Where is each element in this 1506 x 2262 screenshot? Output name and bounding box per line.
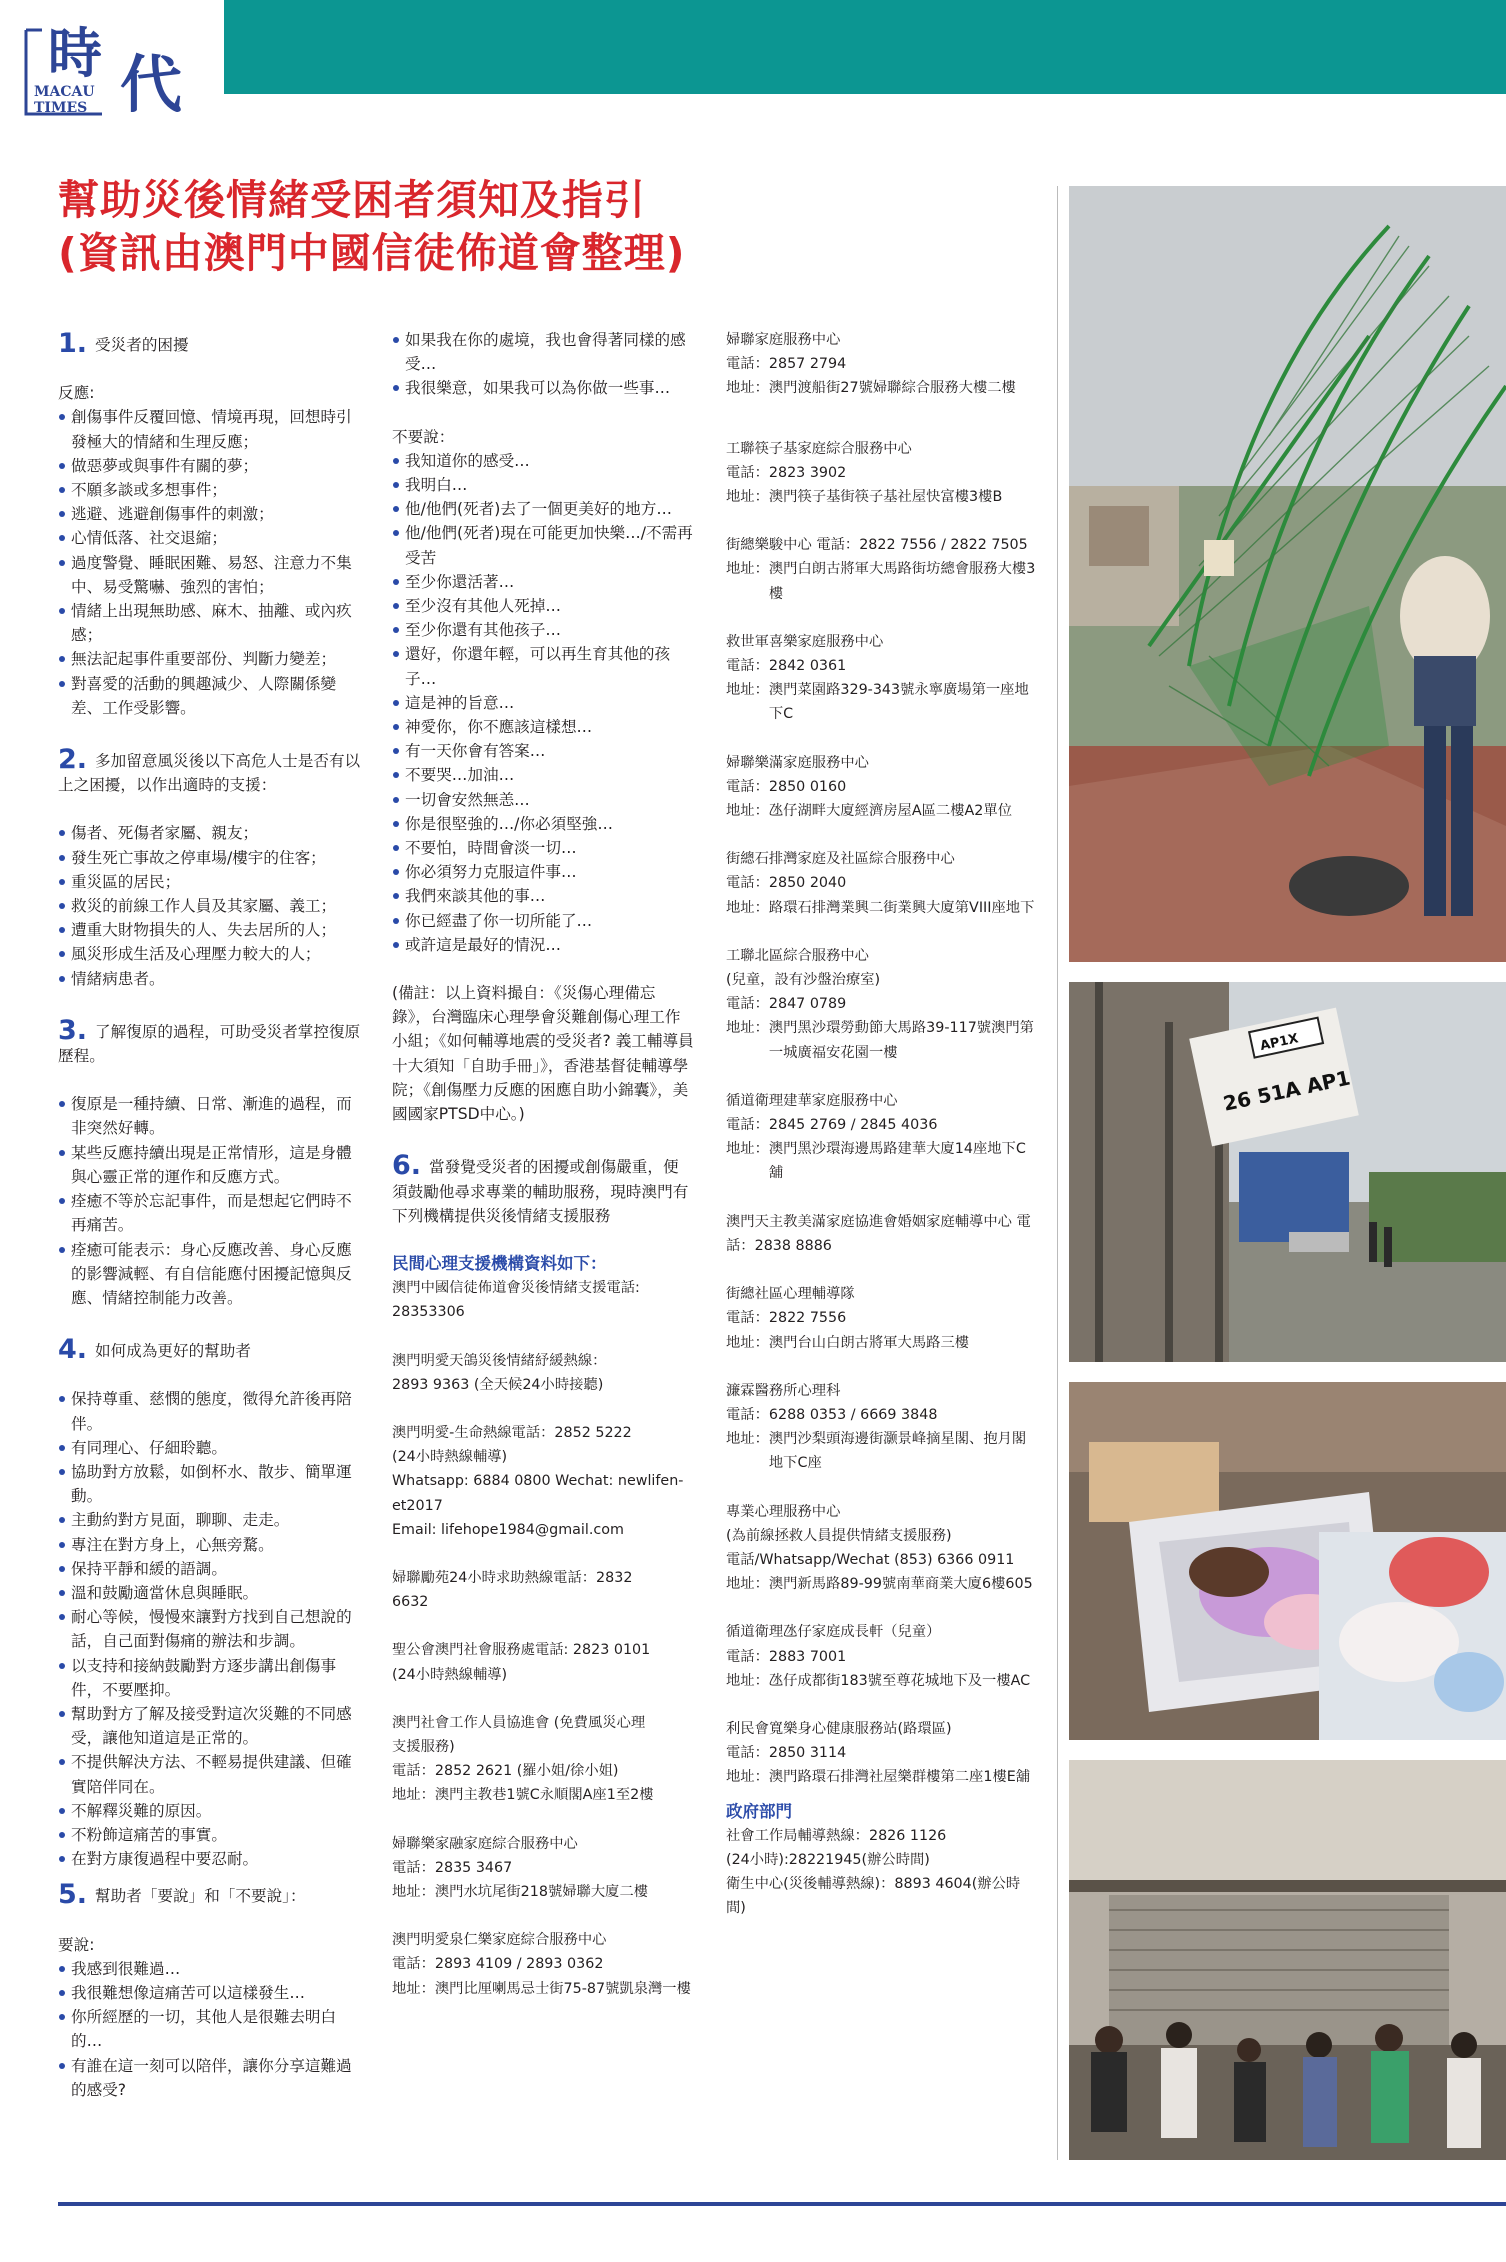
list-item: 有同理心、仔細聆聽。 xyxy=(58,1436,362,1460)
list-item: 你是很堅強的…/你必須堅強… xyxy=(392,812,694,836)
list-item: 痊癒可能表示：身心反應改善、身心反應的影響減輕、有自信能應付困擾記憶與反應、情緒控制能力改善。 xyxy=(58,1238,362,1311)
list-item: 協助對方放鬆，如倒杯水、散步、簡單運動。 xyxy=(58,1460,362,1508)
column-divider xyxy=(1057,186,1058,2160)
org-entry: 聖公會澳門社會服務處電話: 2823 0101 (24小時熱線輔導) xyxy=(392,1642,651,1683)
list-item: 你必須努力克服這件事… xyxy=(392,860,694,884)
section-6-heading: 6. 當發覺受災者的困擾或創傷嚴重，便須鼓勵他尋求專業的輔助服務，現時澳門有下列機構提供災後情緒支援服務 xyxy=(392,1150,689,1225)
org-entry: 街總石排灣家庭及社區綜合服務中心 電話： 2850 2040 地址： 路環石排灣業興二街業興大廈第VIII座地下 xyxy=(726,851,1035,916)
list-item: 神愛你，你不應該這樣想… xyxy=(392,715,694,739)
gov-line: (24小時):28221945(辦公時間) xyxy=(726,1851,930,1868)
logo-english-1: MACAU xyxy=(34,84,95,100)
org-entry: 工聯北區綜合服務中心 (兒童，設有沙盤治療室) 電話： 2847 0789 地址： 澳門黑沙環勞動節大馬路39-117號澳門第一城廣福安花園一樓 xyxy=(726,947,1034,1061)
org-entry: 婦聯樂滿家庭服務中心 電話： 2850 0160 地址： 氹仔湖畔大廈經濟房屋A區二樓A2單位 xyxy=(726,754,1012,820)
org-entry: 澳門社會工作人員協進會 (免費風災心理 支援服務) 電話： 2852 2621 (羅小姐/徐小姐) 地址： 澳門主教巷1號C永順閣A座1至2樓 xyxy=(392,1714,654,1804)
list-item: 不解釋災難的原因。 xyxy=(58,1799,362,1823)
list-item: 風災形成生活及心理壓力較大的人； xyxy=(58,942,362,966)
org-entry: 濂霖醫務所心理科 電話： 6288 0353 / 6669 3848 地址： 澳門沙梨頭海邊街灏景峰摘星閣、抱月閣地下C座 xyxy=(726,1382,1027,1472)
list-item: 傷者、死傷者家屬、親友； xyxy=(58,821,362,845)
gov-line: 社會工作局輔導熱線：2826 1126 xyxy=(726,1827,947,1844)
government-heading: 政府部門 xyxy=(726,1801,792,1821)
org-entry: 循道衛理氹仔家庭成長軒（兒童） 電話： 2883 7001 地址： 氹仔成都街183號至尊花城地下及一樓AC xyxy=(726,1624,1031,1689)
column-3 xyxy=(726,328,1036,1921)
list-item: 救災的前線工作人員及其家屬、義工； xyxy=(58,894,362,918)
title-line-2: (資訊由澳門中國信徒佈道會整理) xyxy=(58,229,686,277)
org-entry: 澳門天主教美滿家庭協進會婚姻家庭輔導中心 電話：2838 8886 xyxy=(726,1213,1031,1254)
bus-sign-text: AP1X xyxy=(1258,1031,1300,1055)
macau-times-logo xyxy=(22,10,212,122)
list-item: 做惡夢或與事件有關的夢； xyxy=(58,454,362,478)
title-line-1: 幫助災後情緒受困者須知及指引 xyxy=(58,176,646,224)
section-1-heading: 1. 受災者的困擾 xyxy=(58,328,189,359)
list-item: 心情低落、社交退縮； xyxy=(58,526,362,550)
section-4-list xyxy=(58,1387,362,1871)
org-entry: 澳門明愛天鴿災後情緒紓緩熱線： 2893 9363 (全天候24小時接聽) xyxy=(392,1352,607,1393)
section-1-list xyxy=(58,405,362,720)
org-entry: 婦聯家庭服務中心 電話： 2857 2794 地址： 澳門渡船街27號婦聯綜合服務大樓二樓 xyxy=(726,332,1016,397)
list-item: 對喜愛的活動的興趣減少、人際關係變差、工作受影響。 xyxy=(58,672,362,720)
list-item: 痊癒不等於忘記事件，而是想起它們時不再痛苦。 xyxy=(58,1189,362,1237)
list-item: 至少你還有其他孩子… xyxy=(392,618,694,642)
list-item: 發生死亡事故之停車場/樓宇的住客； xyxy=(58,846,362,870)
list-item: 不粉飾這痛苦的事實。 xyxy=(58,1823,362,1847)
org-entry: 澳門明愛-生命熱線電話：2852 5222 (24小時熱線輔導) Whatsapp: 6884 0800 Wechat: newlifen- et2017 Email: lifehope1984@gmail.com xyxy=(392,1424,684,1538)
list-item: 情緒病患者。 xyxy=(58,967,362,991)
column-1 xyxy=(58,328,362,2102)
list-item: 他/他們(死者)去了一個更美好的地方… xyxy=(392,497,694,521)
dont-say-list xyxy=(392,449,694,957)
list-item: 不要哭…加油… xyxy=(392,763,694,787)
say-list-continued xyxy=(392,328,694,401)
list-item: 復原是一種持續、日常、漸進的過程，而非突然好轉。 xyxy=(58,1092,362,1140)
list-item: 幫助對方了解及接受對這次災難的不同感受，讓他知道這是正常的。 xyxy=(58,1702,362,1750)
bottom-rule xyxy=(58,2202,1506,2206)
say-label: 要說: xyxy=(58,1935,95,1954)
logo-english-2: TIMES xyxy=(34,100,88,116)
list-item: 如果我在你的處境，我也會得著同樣的感受… xyxy=(392,328,694,376)
list-item: 逃避、逃避創傷事件的刺激； xyxy=(58,502,362,526)
masthead-banner xyxy=(224,0,1506,94)
list-item: 一切會安然無恙… xyxy=(392,788,694,812)
section-1-label: 反應: xyxy=(58,384,95,403)
section-3-heading: 3. 了解復原的過程，可助受災者掌控復原歷程。 xyxy=(58,1014,361,1066)
list-item: 某些反應持續出現是正常情形，這是身體與心靈正常的運作和反應方式。 xyxy=(58,1141,362,1189)
list-item: 有一天你會有答案… xyxy=(392,739,694,763)
list-item: 有誰在這一刻可以陪伴，讓你分享這難過的感受? xyxy=(58,2054,362,2102)
list-item: 他/他們(死者)現在可能更加快樂…/不需再受苦 xyxy=(392,521,694,569)
column-2 xyxy=(392,328,694,2001)
org-entry: 街總樂駿中心 電話：2822 7556 / 2822 7505 地址： 澳門白朗古將軍大馬路街坊總會服務大樓3樓 xyxy=(726,537,1036,602)
list-item: 保持尊重、慈憫的態度，徵得允許後再陪伴。 xyxy=(58,1387,362,1435)
logo-char-1: 時 xyxy=(48,21,102,85)
section-2-list xyxy=(58,821,362,990)
org-entry: 救世軍喜樂家庭服務中心 電話： 2842 0361 地址： 澳門菜園路329-343號永寧廣場第一座地下C xyxy=(726,633,1029,723)
list-item: 專注在對方身上，心無旁騖。 xyxy=(58,1533,362,1557)
org-entry: 專業心理服務中心 (為前線拯救人員提供情緒支援服務) 電話/Whatsapp/Wechat (853) 6366 0911 地址： 澳門新馬路89-99號南華商業大廈6樓605 xyxy=(726,1503,1033,1593)
list-item: 過度警覺、睡眠困難、易怒、注意力不集中、易受驚嚇、強烈的害怕； xyxy=(58,551,362,599)
list-item: 我很樂意，如果我可以為你做一些事… xyxy=(392,376,694,400)
list-item: 我知道你的感受… xyxy=(392,449,694,473)
org-entry: 澳門明愛泉仁樂家庭綜合服務中心 電話： 2893 4109 / 2893 0362 地址： 澳門比厘喇馬忌士街75-87號凱泉灣一樓 xyxy=(392,1932,691,1997)
list-item: 這是神的旨意… xyxy=(392,691,694,715)
list-item: 我明白… xyxy=(392,473,694,497)
list-item: 你所經歷的一切，其他人是很難去明白的… xyxy=(58,2005,362,2053)
list-item: 至少你還活著… xyxy=(392,570,694,594)
section-5-heading: 5. 幫助者「要說」和「不要說」： xyxy=(58,1879,306,1911)
dont-say-label: 不要說： xyxy=(392,427,455,446)
article-title xyxy=(58,174,1048,280)
list-item: 你已經盡了你一切所能了… xyxy=(392,909,694,933)
gov-line: 衛生中心(災後輔導熱線)：8893 4604(辦公時間) xyxy=(726,1876,1021,1917)
list-item: 情緒上出現無助感、麻木、抽離、或內疚感； xyxy=(58,599,362,647)
list-item: 至少沒有其他人死掉… xyxy=(392,594,694,618)
list-item: 耐心等候，慢慢來讓對方找到自己想說的話，自己面對傷痛的辦法和步調。 xyxy=(58,1605,362,1653)
list-item: 我們來談其他的事… xyxy=(392,884,694,908)
section-3-list xyxy=(58,1092,362,1310)
list-item: 溫和鼓勵適當休息與睡眠。 xyxy=(58,1581,362,1605)
source-note: (備註：以上資料撮自：《災傷心理備忘錄》，台灣臨床心理學會災難創傷心理工作小組；《如何輔導地震的受災者? 義工輔導員十大須知「自助手冊」》，香港基督徒輔導學院；《創傷壓力反應的困應自助小錦囊》，美國國家PTSD中心。) xyxy=(392,984,694,1124)
masthead xyxy=(0,0,1506,121)
list-item: 無法記起事件重要部份、判斷力變差； xyxy=(58,647,362,671)
list-item: 我很難想像這痛苦可以這樣發生… xyxy=(58,1981,362,2005)
org-entry: 利民會寬樂身心健康服務站(路環區) 電話： 2850 3114 地址： 澳門路環石排灣社屋樂群樓第二座1樓E舖 xyxy=(726,1720,1031,1786)
list-item: 不提供解決方法、不輕易提供建議、但確實陪伴同在。 xyxy=(58,1750,362,1798)
org-entry: 循道衛理建華家庭服務中心 電話： 2845 2769 / 2845 4036 地址： 澳門黑沙環海邊馬路建華大廈14座地下C舖 xyxy=(726,1092,1026,1182)
list-item: 保持平靜和緩的語調。 xyxy=(58,1557,362,1581)
org-entry: 婦聯勵苑24小時求助熱線電話：2832 6632 xyxy=(392,1569,633,1611)
list-item: 以支持和接納鼓勵對方逐步講出創傷事件，不要壓抑。 xyxy=(58,1654,362,1702)
list-item: 或許這是最好的情況… xyxy=(392,933,694,957)
photo-bus-stop xyxy=(1069,982,1506,1362)
say-list xyxy=(58,1957,362,2102)
section-4-heading: 4. 如何成為更好的幫助者 xyxy=(58,1334,251,1366)
list-item: 重災區的居民； xyxy=(58,870,362,894)
photo-street-crowd xyxy=(1069,1760,1506,2160)
list-item: 還好，你還年輕，可以再生育其他的孩子… xyxy=(392,642,694,690)
civil-support-heading: 民間心理支援機構資料如下： xyxy=(392,1253,607,1273)
logo-char-2: 代 xyxy=(120,48,183,121)
photo-collapsed-fence xyxy=(1069,186,1506,962)
section-2-heading: 2. 多加留意風災後以下高危人士是否有以上之困擾，以作出適時的支援： xyxy=(58,744,361,795)
list-item: 不要怕，時間會淡一切… xyxy=(392,836,694,860)
list-item: 在對方康復過程中要忍耐。 xyxy=(58,1847,362,1871)
list-item: 創傷事件反覆回憶、情境再現，回想時引發極大的情緒和生理反應； xyxy=(58,405,362,453)
list-item: 遭重大財物損失的人、失去居所的人； xyxy=(58,918,362,942)
list-item: 我感到很難過… xyxy=(58,1957,362,1981)
org-entry: 婦聯樂家融家庭綜合服務中心 電話： 2835 3467 地址： 澳門水坑尾街218號婦聯大廈二樓 xyxy=(392,1835,649,1900)
bus-route-text: 26 51A AP1 xyxy=(1221,1065,1353,1116)
list-item: 不願多談或多想事件； xyxy=(58,478,362,502)
org-entry: 澳門中國信徒佈道會災後情緒支援電話: 28353306 xyxy=(392,1280,640,1321)
list-item: 主動約對方見面，聊聊、走走。 xyxy=(58,1508,362,1532)
org-entry: 街總社區心理輔導隊 電話： 2822 7556 地址： 澳門台山白朗古將軍大馬路三樓 xyxy=(726,1286,970,1351)
photo-clothing-boxes xyxy=(1069,1382,1506,1740)
org-entry: 工聯筷子基家庭綜合服務中心 電話： 2823 3902 地址： 澳門筷子基街筷子基社屋快富樓3樓B xyxy=(726,440,1003,506)
